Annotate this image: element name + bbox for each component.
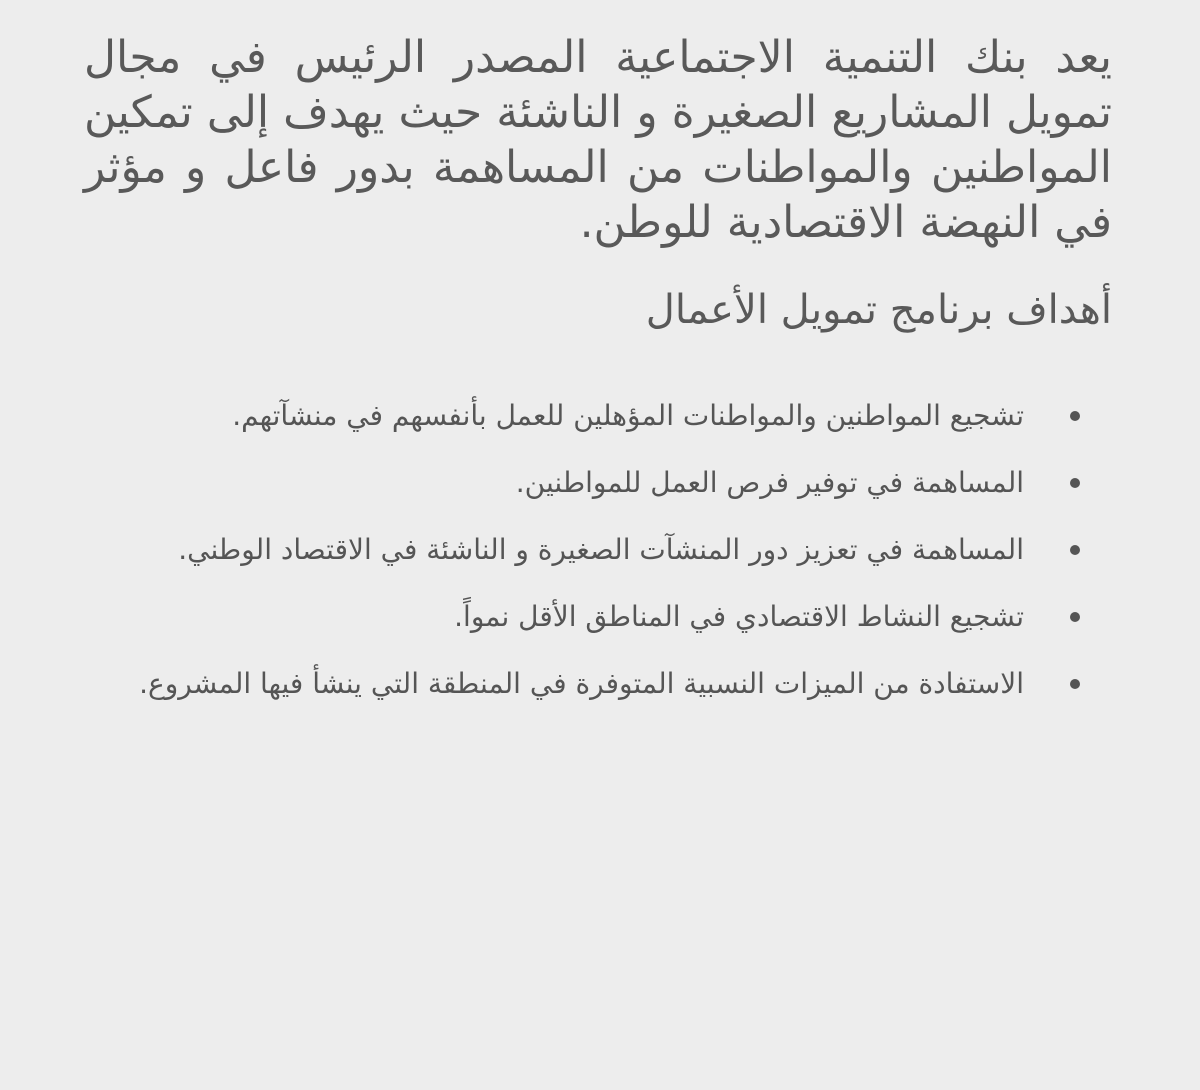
goal-text: المساهمة في تعزيز دور المنشآت الصغيرة و الناشئة في الاقتصاد الوطني. — [178, 533, 1024, 566]
goal-text: المساهمة في توفير فرص العمل للمواطنين. — [515, 466, 1024, 499]
bullet-icon — [1070, 612, 1080, 622]
bullet-icon — [1070, 545, 1080, 555]
intro-paragraph: يعد بنك التنمية الاجتماعية المصدر الرئيس في مجال تمويل المشاريع الصغيرة و الناشئة حيث يهدف إلى تمكين المواطنين والمواطنات من المساهمة بدور فاعل و مؤثر في النهضة الاقتصادية للوطن. — [84, 32, 1112, 248]
goal-text: تشجيع النشاط الاقتصادي في المناطق الأقل نمواً. — [454, 600, 1024, 633]
goal-item — [84, 522, 1112, 577]
goal-item — [84, 589, 1112, 644]
bullet-icon — [1070, 478, 1080, 488]
bullet-icon — [1070, 679, 1080, 689]
goal-item — [84, 388, 1112, 443]
goal-text: تشجيع المواطنين والمواطنات المؤهلين للعمل بأنفسهم في منشآتهم. — [232, 399, 1024, 432]
bullet-icon — [1070, 411, 1080, 421]
goal-text: الاستفادة من الميزات النسبية المتوفرة في المنطقة التي ينشأ فيها المشروع. — [139, 667, 1024, 700]
goals-heading: أهداف برنامج تمويل الأعمال — [645, 287, 1112, 333]
goals-list — [84, 388, 1112, 711]
goal-item — [84, 656, 1112, 711]
goal-item — [84, 455, 1112, 510]
